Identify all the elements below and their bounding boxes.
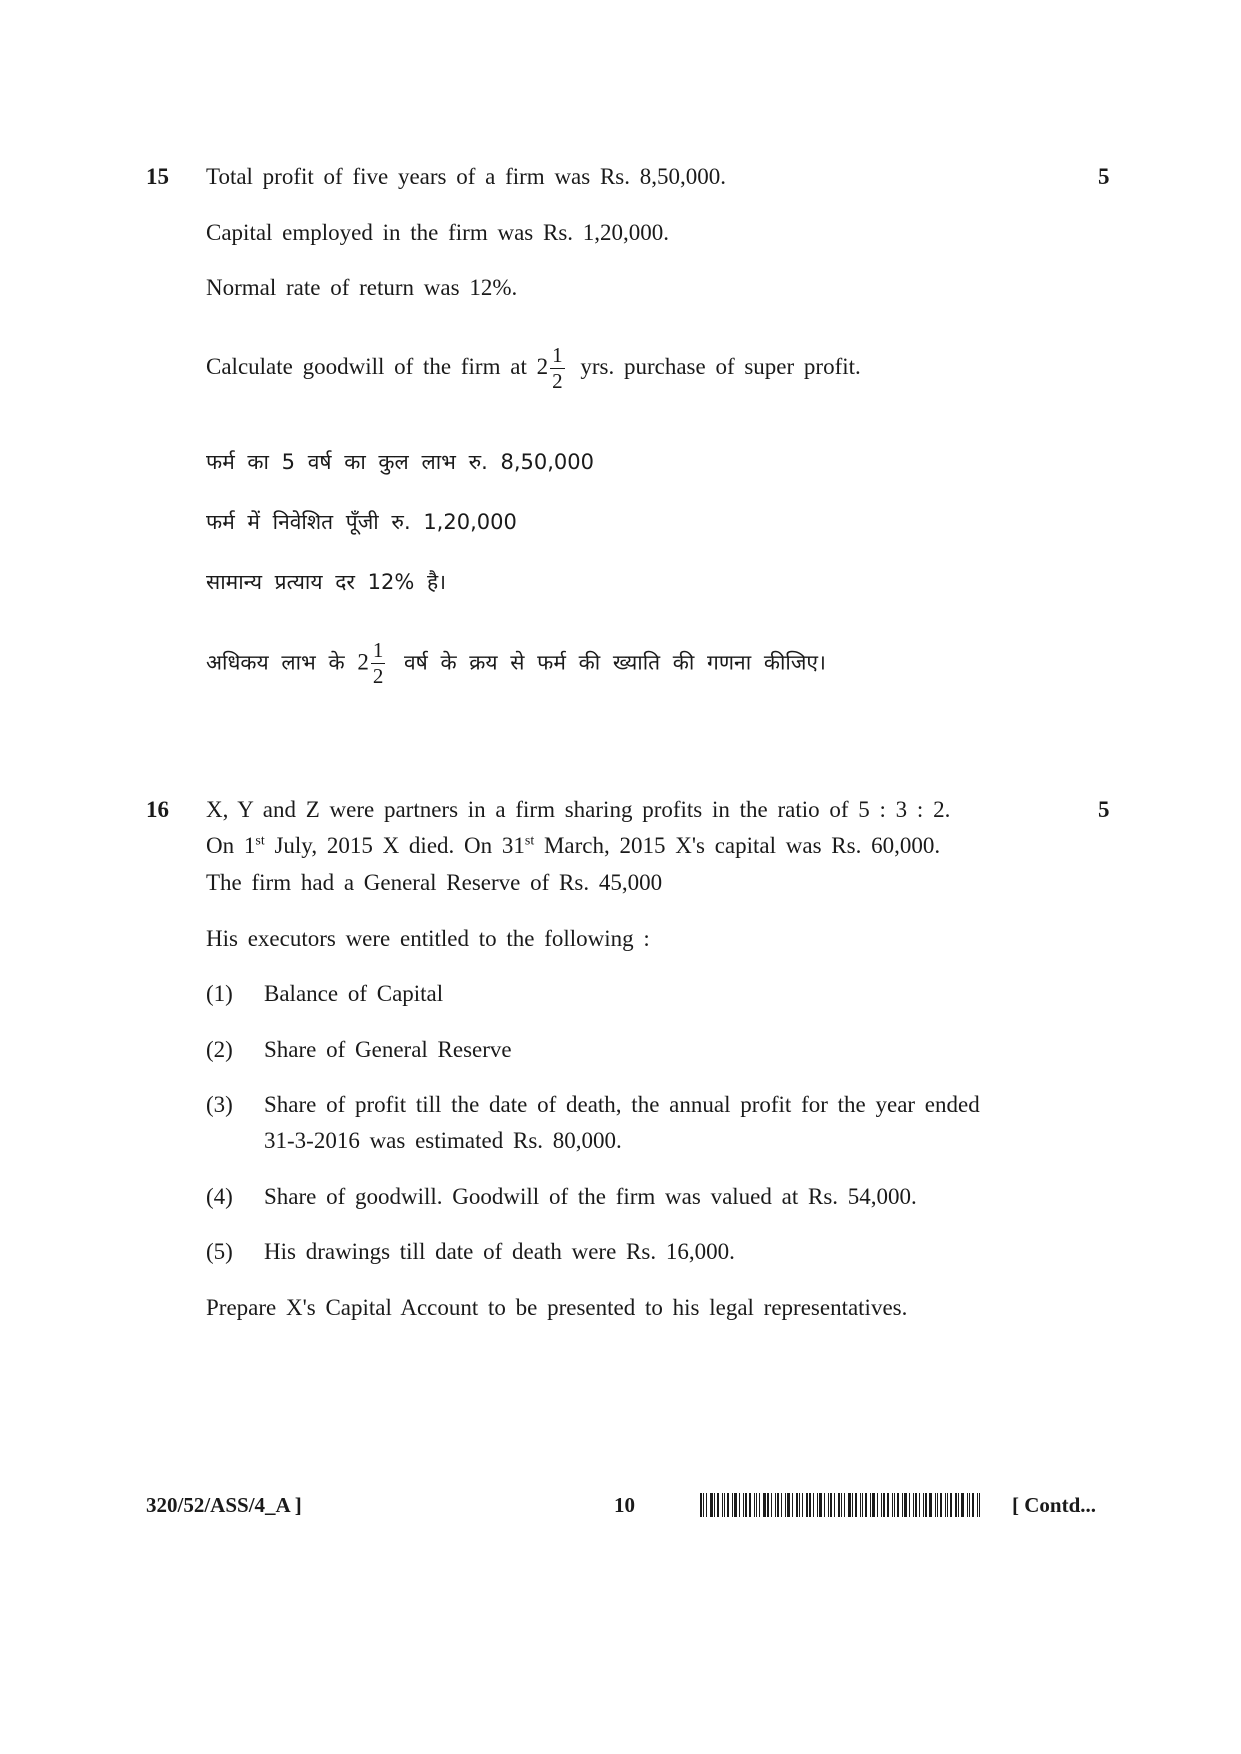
- fraction-denominator: 2: [552, 369, 563, 393]
- q15-en-line4-before: Calculate goodwill of the firm at: [206, 353, 527, 379]
- mixed-fraction-whole-hi: 2: [357, 649, 369, 675]
- barcode-icon: [700, 1493, 1000, 1517]
- list-item-text-continued: 31-3-2016 was estimated Rs. 80,000.: [264, 1128, 622, 1153]
- fraction-numerator: 1: [552, 343, 563, 367]
- fraction-numerator-hi: 1: [372, 638, 384, 662]
- list-item-text: Balance of Capital: [264, 981, 444, 1006]
- q16-line2-sup2: st: [524, 833, 535, 849]
- q16-line1: X, Y and Z were partners in a firm sharing profits in the ratio of 5 : 3 : 2.: [206, 797, 951, 822]
- list-item-text: Share of goodwill. Goodwill of the firm was valued at Rs. 54,000.: [264, 1184, 917, 1209]
- q15-hi-line4: [206, 640, 826, 687]
- q15-hi-line4-before: अधिकय लाभ के: [206, 650, 345, 675]
- fraction-one-half-hi: [371, 640, 386, 687]
- page-number: 10: [614, 1493, 635, 1517]
- list-item-text: His drawings till date of death were Rs. 16,000.: [264, 1239, 735, 1264]
- continued-label: [ Contd...: [1012, 1493, 1097, 1517]
- q15-en-line3: Normal rate of return was 12%.: [206, 275, 518, 300]
- fraction-denominator-hi: 2: [372, 664, 384, 688]
- list-item-text: Share of profit till the date of death, the annual profit for the year ended: [264, 1092, 980, 1117]
- list-item-number: (4): [206, 1184, 233, 1209]
- q15-en-line2: Capital employed in the firm was Rs. 1,20,000.: [206, 220, 670, 245]
- question-15-marks: 5: [1098, 164, 1110, 189]
- q15-en-line4: [206, 345, 861, 392]
- fraction-one-half: [550, 345, 565, 392]
- q15-hi-line3: सामान्य प्रत्याय दर 12% है।: [206, 570, 447, 594]
- q16-line3: The firm had a General Reserve of Rs. 45,000: [206, 870, 663, 895]
- paper-code: 320/52/ASS/4_A ]: [146, 1493, 302, 1517]
- q15-en-line1: Total profit of five years of a firm was Rs. 8,50,000.: [206, 164, 727, 189]
- q16-line2-sup1: st: [255, 833, 265, 849]
- q15-hi-line2: फर्म में निवेशित पूँजी रु. 1,20,000: [206, 510, 517, 534]
- list-item-number: (1): [206, 981, 233, 1006]
- mixed-fraction-whole: 2: [536, 353, 549, 379]
- question-16-number: 16: [146, 797, 169, 822]
- list-item-number: (5): [206, 1239, 233, 1264]
- question-16-marks: 5: [1098, 797, 1110, 822]
- q16-line2: [206, 833, 940, 859]
- q15-en-line4-after: yrs. purchase of super profit.: [580, 353, 861, 379]
- q15-hi-line4-after: वर्ष के क्रय से फर्म की ख्याति की गणना कीजिए।: [404, 650, 826, 675]
- q16-intro: His executors were entitled to the following :: [206, 926, 650, 951]
- q16-closing: Prepare X's Capital Account to be presented to his legal representatives.: [206, 1295, 908, 1320]
- list-item-text: Share of General Reserve: [264, 1037, 512, 1062]
- q16-line2-c: March, 2015 X's capital was Rs. 60,000.: [534, 833, 941, 858]
- list-item-number: (3): [206, 1092, 233, 1117]
- question-15-number: 15: [146, 164, 169, 189]
- q15-hi-line1: फर्म का 5 वर्ष का कुल लाभ रु. 8,50,000: [206, 450, 595, 474]
- q16-line2-b: July, 2015 X died. On 31: [264, 833, 525, 858]
- list-item-number: (2): [206, 1037, 233, 1062]
- q16-line2-a: On 1: [206, 833, 256, 858]
